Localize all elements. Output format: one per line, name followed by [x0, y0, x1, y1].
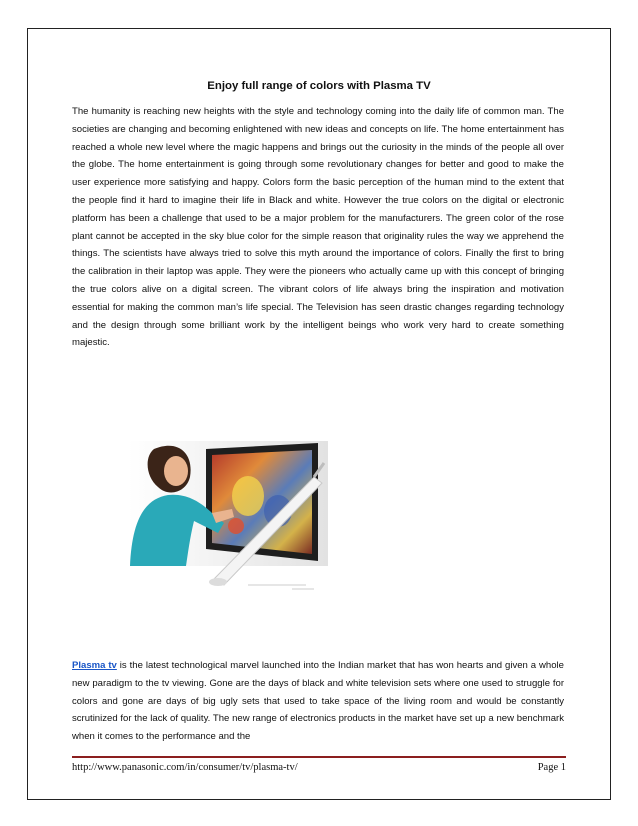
footer-divider	[72, 756, 566, 758]
page-number: Page 1	[537, 762, 566, 773]
body-paragraph-1: The humanity is reaching new heights with the style and technology coming into the daily life of common man. The societies are changing and becoming enlightened with new ideas and concepts on life. The home entertainment has reached a whole new level where the magic happens and brings out the curiosity in the minds of the people all over the globe. The home entertainment is going through some revolutionary changes for better and good to make the user experience more satisfying and happy. Colors form the basic perception of the human mind to the extent that the people find it hard to imagine their life in Black and white. However the true colors on the digital or electronic platform has been a challenge that used to be a major problem for the manufacturers. The green color of the rose plant cannot be accepted in the sky blue color for the simple reason that originality rules the way we apprehend the things. The scientists have always tried to solve this myth around the importance of colors. Finally the first to bring the calibration in their laptop was apple. They were the pioneers who actually came up with this concept of bringing the true colors alive on a digital screen. The vibrant colors of life always bring the inspiration and motivation essential for making the common man’s life special. The Television has seen drastic changes regarding technology and the design through some brilliant work by the intelligent beings who work very hard to create something majestic.	[72, 106, 564, 349]
body-paragraph-2	[72, 657, 564, 746]
plasma-tv-link[interactable]: Plasma tv	[72, 660, 117, 671]
paragraph-2-text: is the latest technological marvel launched into the Indian market that has won hearts and given a whole new paradigm to the tv viewing. Gone are the days of black and white television sets where one used to struggle for colors and gone are days of big ugly sets that used to take space of the living room and would be constantly scrutinized for the lack of quality. The new range of electronics products in the market have set up a new benchmark when it comes to the performance and the	[72, 660, 564, 743]
footer-url: http://www.panasonic.com/in/consumer/tv/plasma-tv/	[72, 762, 298, 773]
plasma-tv-photo	[128, 441, 328, 596]
document-title: Enjoy full range of colors with Plasma TV	[207, 80, 431, 92]
